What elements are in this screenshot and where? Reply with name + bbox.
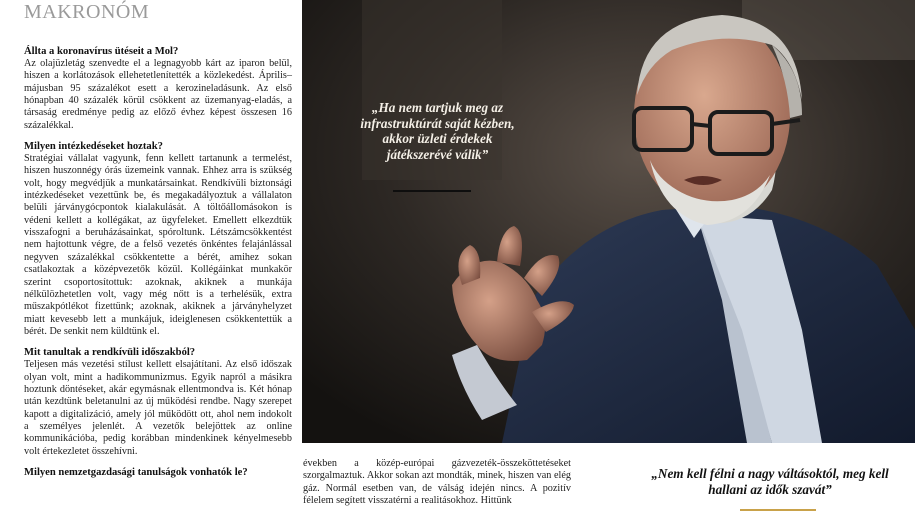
interview-question: Állta a koronavírus ütéseit a Mol? [24, 46, 179, 57]
interview-question: Mit tanultak a rendkívüli időszakból? [24, 347, 196, 359]
interview-question: Milyen intézkedéseket hoztak? [24, 141, 163, 153]
quote-divider-gold [740, 509, 816, 511]
interview-answer: Teljesen más vezetési stílust kellett elsajátítani. Az első időszak olyan volt, mint a hadikommunizmus. Egyik napról a másikra hoztunk döntéseket, akár egymásnak ellentmondva is. Két hónap után kezdtünk beletanulni az új működési rendbe. Nagy szerepet kapott a digitalizáció, amely jól működött ott, ahol nem indokolt a személyes jelenlét. A vezetők belejöttek az online kommunikációba, pedig korábban mindenkinek kényelmesebb volt értekezletet összehívni. [24, 359, 292, 457]
interview-photo [302, 0, 915, 443]
qa-block [24, 46, 292, 132]
interview-answer: Stratégiai vállalat vagyunk, fenn kellett tartanunk a termelést, hiszen huszonnégy órás üzemeink vannak. Ehhez arra is szükség volt, hogy megvédjük a munkatársainkat. Rendkívüli biztonsági intézkedéseket vezettünk be, és megakadályoztuk a vállalaton belüli járványgócpontok kialakulását. A töltőállomásokon is védeni kellett a kollégákat, az ügyfeleket. Emellett elkezdtük visszafogni a beruházásainkat, spóroltunk. Létszámcsökkentést nem hajtottunk végre, de a felső vezetés önkéntes felajánlással negyven százalékkal csökkentette a bérét, amihez sokan csatlakoztak a középvezetők közül. Kollégáinkat munkakör szerint csoportosítottuk: azoknak, akiknek a munkája nélkülözhetetlen volt, vagy még nőtt is a terhelésük, extra műszakpótlékot fizettünk; azoknak, akiknek a járványhelyzet miatt kevesebb lett a munkájuk, ideiglenesen csökkentettük a bérét. De senkit nem küldtünk el. [24, 153, 292, 337]
pull-quote-top: „Ha nem tartjuk meg az infrastruktúrát saját kézben, akkor üzleti érdekek játékszerévé válik” [360, 100, 515, 162]
pull-quote-bottom: „Nem kell félni a nagy váltásoktól, meg kell hallani az idők szavát” [651, 466, 889, 497]
left-text-column [0, 0, 302, 515]
interview-article [24, 46, 292, 488]
qa-block [24, 347, 292, 458]
interview-question: Milyen nemzetgazdasági tanulságok vonhatók le? [24, 466, 248, 478]
interview-answer: Az olajüzletág szenvedte el a legnagyobb kárt az iparon belül, hiszen a korlátozások ellehetetlenítették a közlekedést. Április–májusban 95 százalékot esett a kerozineladásunk. Az első hónapban 40 százalék körül csökkent az üzemanyag-eladás, a társaság eredménye pedig az előző évhez képest összesen 16 százalékkal. [24, 58, 292, 131]
section-title: MAKRONÓM [24, 1, 150, 23]
portrait-illustration [302, 0, 915, 443]
qa-block [24, 141, 292, 338]
quote-divider [393, 190, 471, 192]
article-continuation: években a közép-európai gázvezeték-összeköttetéseket szorgalmaztuk. Akkor sokan azt mondták, minek, hiszen van elég gáz. Normál esetben van, de válság idején nincs. A pozitív félelem segített visszatérni a realitásokhoz. Hittünk [303, 458, 571, 507]
qa-block [24, 467, 292, 479]
